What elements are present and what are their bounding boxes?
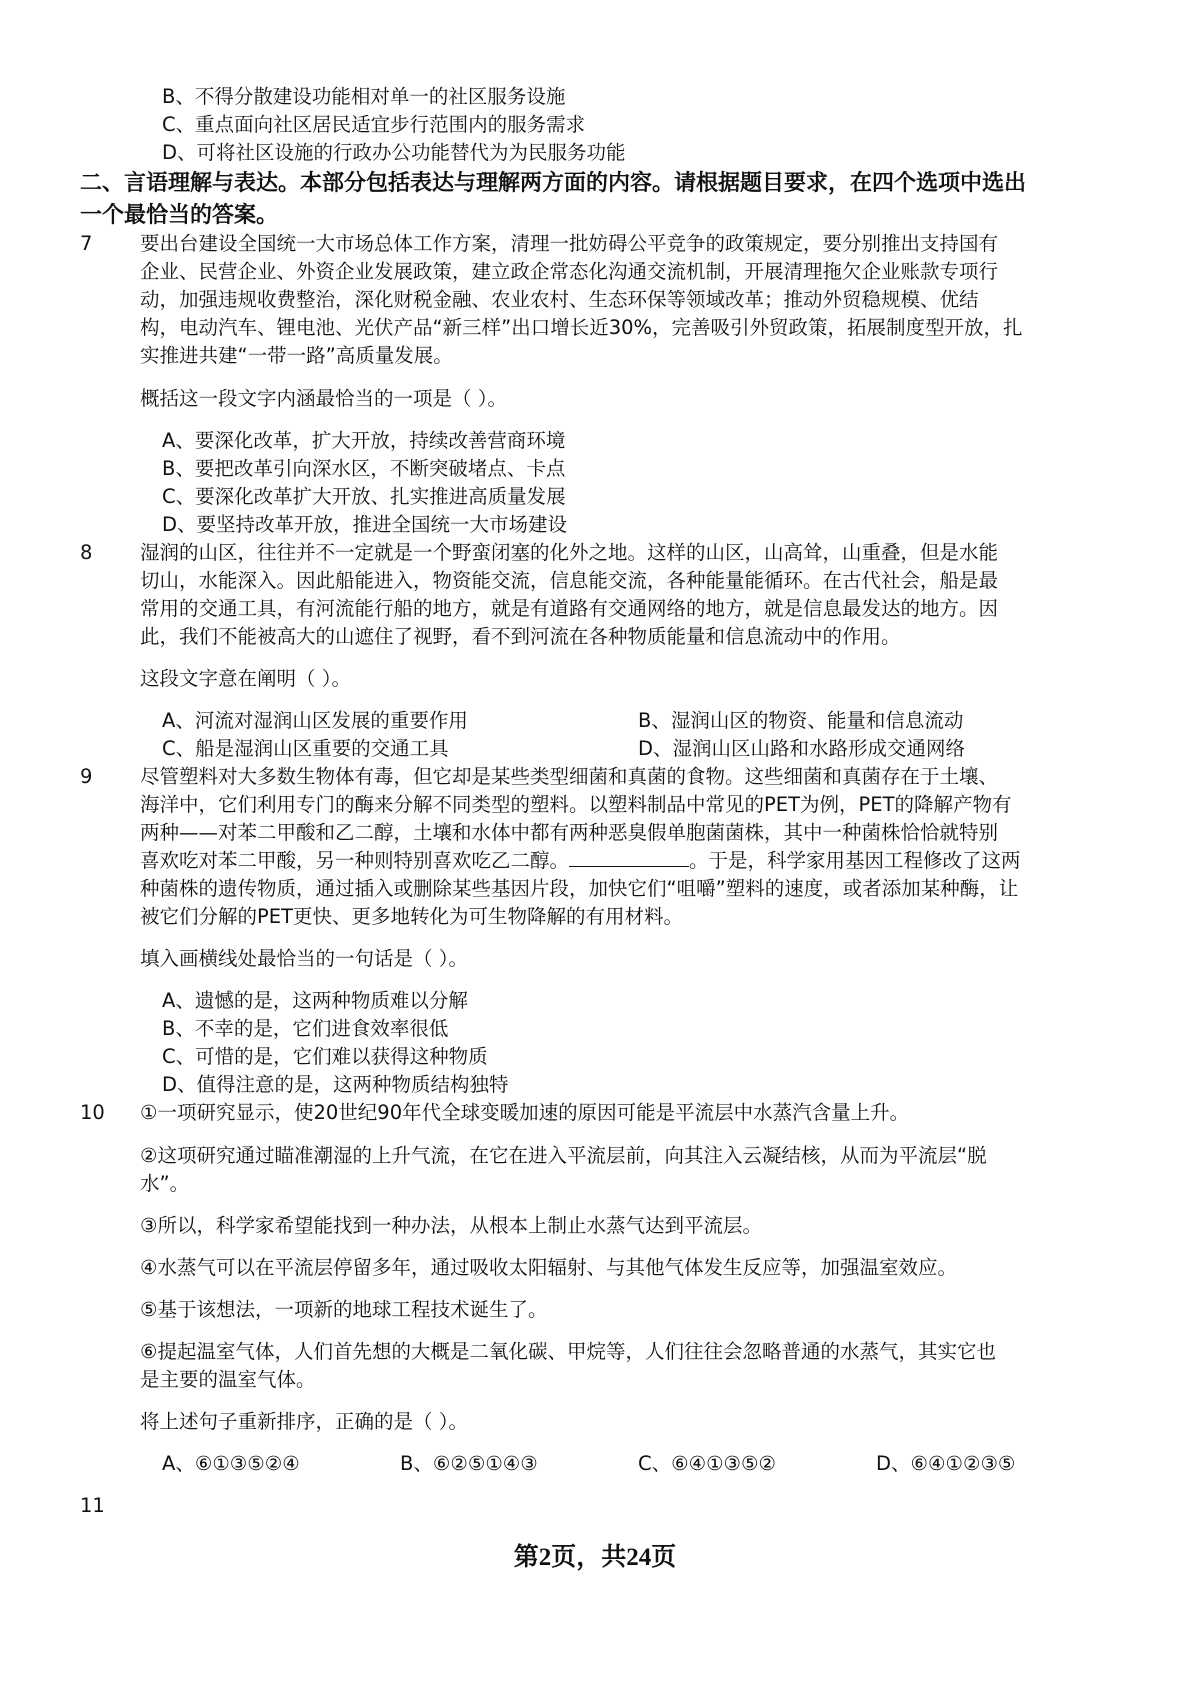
q7-passage-line: 要出台建设全国统一大市场总体工作方案，清理一批妨碍公平竞争的政策规定，要分别推出支持国有 — [140, 232, 999, 255]
q9-passage-line: 尽管塑料对大多数生物体有毒，但它却是某些类型细菌和真菌的食物。这些细菌和真菌存在于土壤、 — [140, 765, 999, 788]
q10-option-a[interactable]: A、⑥①③⑤②④ — [162, 1452, 300, 1475]
q10-question: 将上述句子重新排序，正确的是（ ）。 — [140, 1410, 468, 1433]
section-heading-line-2: 一个最恰当的答案。 — [80, 203, 279, 228]
question-11-number: 11 — [80, 1494, 105, 1517]
q9-option-b[interactable]: B、不幸的是，它们进食效率很低 — [162, 1017, 449, 1040]
q9-question: 填入画横线处最恰当的一句话是（ ）。 — [140, 947, 468, 970]
q7-passage-line: 实推进共建“一带一路”高质量发展。 — [140, 344, 453, 367]
q10-sentence-6-cont: 是主要的温室气体。 — [140, 1368, 316, 1391]
q9-option-d[interactable]: D、值得注意的是，这两种物质结构独特 — [162, 1073, 509, 1096]
q9-passage-text: 喜欢吃对苯二甲酸，另一种则特别喜欢吃乙二醇。 — [140, 849, 570, 872]
q9-option-c[interactable]: C、可惜的是，它们难以获得这种物质 — [162, 1045, 488, 1068]
q10-sentence-2: ②这项研究通过瞄准潮湿的上升气流，在它在进入平流层前，向其注入云凝结核，从而为平流层“脱 — [140, 1144, 987, 1167]
q7-passage-line: 构，电动汽车、锂电池、光伏产品“新三样”出口增长近30%，完善吸引外贸政策，拓展制度型开放，扎 — [140, 316, 1023, 339]
q10-sentence-2-cont: 水”。 — [140, 1172, 190, 1195]
prev-option-d: D、可将社区设施的行政办公功能替代为为民服务功能 — [162, 141, 626, 164]
q10-sentence-5: ⑤基于该想法，一项新的地球工程技术诞生了。 — [140, 1298, 548, 1321]
q8-option-d[interactable]: D、湿润山区山路和水路形成交通网络 — [638, 737, 966, 760]
q10-sentence-6: ⑥提起温室气体，人们首先想的大概是二氧化碳、甲烷等，人们往往会忽略普通的水蒸气，其实它也 — [140, 1340, 996, 1363]
q7-option-c[interactable]: C、要深化改革扩大开放、扎实推进高质量发展 — [162, 485, 566, 508]
q10-sentence-4: ④水蒸气可以在平流层停留多年，通过吸收太阳辐射、与其他气体发生反应等，加强温室效应。 — [140, 1256, 957, 1279]
q10-sentence-1: ①一项研究显示，使20世纪90年代全球变暖加速的原因可能是平流层中水蒸汽含量上升。 — [140, 1101, 910, 1124]
q8-option-a[interactable]: A、河流对湿润山区发展的重要作用 — [162, 709, 468, 732]
q10-option-c[interactable]: C、⑥④①③⑤② — [638, 1452, 777, 1475]
q7-option-b[interactable]: B、要把改革引向深水区，不断突破堵点、卡点 — [162, 457, 566, 480]
q9-passage-line: 两种——对苯二甲酸和乙二醇，土壤和水体中都有两种恶臭假单胞菌菌株，其中一种菌株恰恰就特别 — [140, 821, 999, 844]
q10-sentence-3: ③所以，科学家希望能找到一种办法，从根本上制止水蒸气达到平流层。 — [140, 1214, 762, 1237]
q7-option-a[interactable]: A、要深化改革，扩大开放，持续改善营商环境 — [162, 429, 566, 452]
q7-passage-line: 企业、民营企业、外资企业发展政策，建立政企常态化沟通交流机制，开展清理拖欠企业账款专项行 — [140, 260, 999, 283]
prev-option-b: B、不得分散建设功能相对单一的社区服务设施 — [162, 85, 566, 108]
page-footer: 第2页，共24页 — [513, 1544, 677, 1571]
question-8-number: 8 — [80, 541, 93, 564]
q8-option-b[interactable]: B、湿润山区的物资、能量和信息流动 — [638, 709, 964, 732]
q9-option-a[interactable]: A、遗憾的是，这两种物质难以分解 — [162, 989, 468, 1012]
q9-passage-line: 海洋中，它们利用专门的酶来分解不同类型的塑料。以塑料制品中常见的PET为例，PET的降解产物有 — [140, 793, 1012, 816]
q9-passage-line: 被它们分解的PET更快、更多地转化为可生物降解的有用材料。 — [140, 905, 683, 928]
q9-passage-line: 种菌株的遗传物质，通过插入或删除某些基因片段，加快它们“咀嚼”塑料的速度，或者添加某种酶，让 — [140, 877, 1019, 900]
q10-option-b[interactable]: B、⑥②⑤①④③ — [400, 1452, 538, 1475]
prev-option-c: C、重点面向社区居民适宜步行范围内的服务需求 — [162, 113, 586, 136]
q7-passage-line: 动，加强违规收费整治，深化财税金融、农业农村、生态环保等领域改革；推动外贸稳规模、优结 — [140, 288, 979, 311]
question-7-number: 7 — [80, 232, 93, 255]
q9-passage-text: 。于是，科学家用基因工程修改了这两 — [689, 849, 1021, 872]
q8-passage-line: 切山，水能深入。因此船能进入，物资能交流，信息能交流，各种能量能循环。在古代社会，船是最 — [140, 569, 999, 592]
section-heading-line-1: 二、言语理解与表达。本部分包括表达与理解两方面的内容。请根据题目要求，在四个选项中选出 — [80, 171, 1027, 196]
q8-option-c[interactable]: C、船是湿润山区重要的交通工具 — [162, 737, 449, 760]
q7-option-d[interactable]: D、要坚持改革开放，推进全国统一大市场建设 — [162, 513, 568, 536]
question-10-number: 10 — [80, 1101, 105, 1124]
q10-option-d[interactable]: D、⑥④①②③⑤ — [876, 1452, 1016, 1475]
q8-passage-line: 常用的交通工具，有河流能行船的地方，就是有道路有交通网络的地方，就是信息最发达的地方。因 — [140, 597, 999, 620]
q8-question: 这段文字意在阐明（ ）。 — [140, 667, 351, 690]
question-9-number: 9 — [80, 765, 93, 788]
q8-passage-line: 湿润的山区，往往并不一定就是一个野蛮闭塞的化外之地。这样的山区，山高耸，山重叠，但是水能 — [140, 541, 999, 564]
q7-question: 概括这一段文字内涵最恰当的一项是（ ）。 — [140, 387, 507, 410]
q8-passage-line: 此，我们不能被高大的山遮住了视野，看不到河流在各种物质能量和信息流动中的作用。 — [140, 625, 901, 648]
q9-passage-line — [140, 846, 1021, 876]
fill-in-blank[interactable] — [569, 848, 689, 867]
